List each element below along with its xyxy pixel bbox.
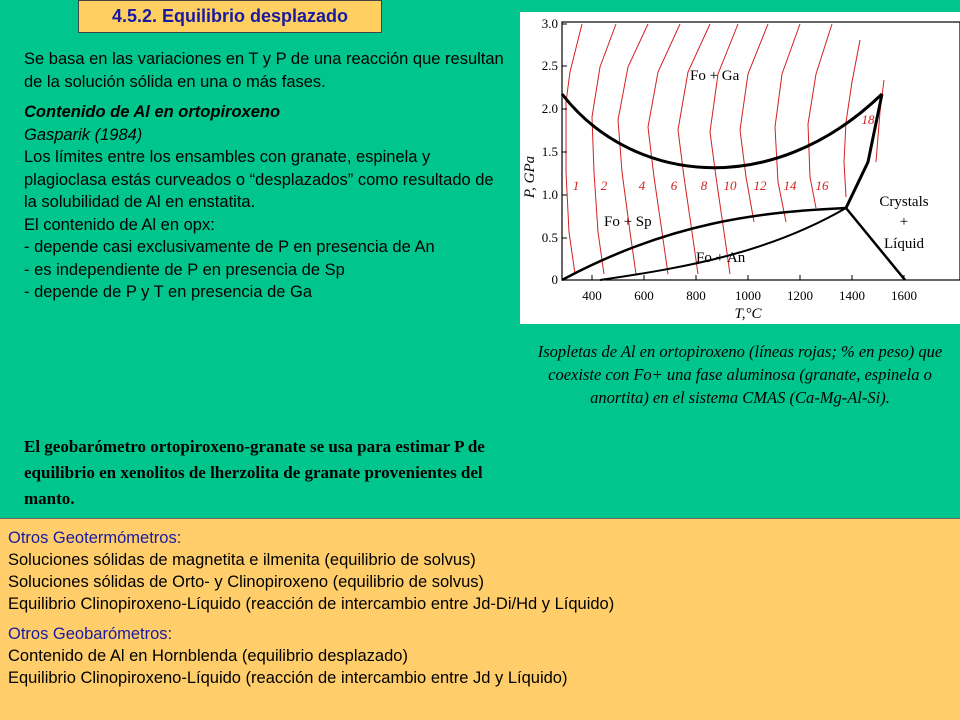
y-tick-label: 2.0: [541, 101, 558, 116]
isopleth-label: 16: [815, 178, 829, 193]
section-author: Gasparik (1984): [24, 125, 143, 144]
y-tick-label: 1.5: [541, 144, 558, 159]
barometer-item: Equilibrio Clinopiroxeno-Líquido (reacción de intercambio entre Jd y Líquido): [8, 669, 568, 687]
section-line: Los límites entre los ensambles con granate, espinela y plagioclasa estás curveados o “desplazados” como resultado de la solubilidad de Al en enstatita.: [24, 148, 494, 211]
axis-ticks: [562, 24, 904, 280]
isopleth-label: 10: [723, 178, 737, 193]
section-line: - depende de P y T en presencia de Ga: [24, 283, 313, 301]
isopleth-label: 4: [638, 178, 646, 193]
field-label-fo-ga: Fo + Ga: [690, 68, 740, 84]
x-tick-label: 1600: [891, 288, 917, 303]
thermometers-heading: Otros Geotermómetros:: [8, 529, 182, 547]
isopleth-label: 18: [861, 112, 875, 127]
y-tick-label: 1.0: [541, 187, 558, 202]
field-label-crystals: Crystals: [879, 194, 929, 210]
isopleth-lines: [566, 24, 884, 274]
x-tick-label: 1200: [787, 288, 813, 303]
x-tick-label: 1400: [839, 288, 865, 303]
x-tick-label: 1000: [735, 288, 761, 303]
barometer-item: Contenido de Al en Hornblenda (equilibrio desplazado): [8, 647, 408, 665]
other-methods-box: [0, 518, 960, 720]
isopleth-label: 6: [670, 178, 678, 193]
y-axis-label: P, GPa: [522, 155, 538, 199]
x-axis-label: T,°C: [734, 306, 762, 322]
isopleth-label: 14: [783, 178, 797, 193]
x-tick-label: 600: [634, 288, 654, 303]
section-line: El contenido de Al en opx:: [24, 215, 215, 234]
field-label-plus: +: [899, 214, 909, 230]
section-line: - es independiente de P en presencia de Sp: [24, 260, 345, 279]
geobarometer-note: El geobarómetro ortopiroxeno-granate se usa para estimar P de equilibrio en xenolitos de lherzolita de granate provenientes del manto.: [24, 437, 485, 508]
field-label-fo-sp: Fo + Sp: [604, 214, 652, 230]
y-tick-label: 3.0: [541, 16, 558, 31]
y-tick-labels: [542, 16, 558, 287]
x-tick-label: 400: [582, 288, 602, 303]
main-text-block: [24, 48, 504, 304]
isopleth-label: 2: [600, 178, 608, 193]
thermometer-item: Soluciones sólidas de Orto- y Clinopiroxeno (equilibrio de solvus): [8, 573, 484, 591]
phase-diagram-svg: [520, 12, 960, 324]
thermometer-item: Soluciones sólidas de magnetita e ilmenita (equilibrio de solvus): [8, 551, 476, 569]
section-line: - depende casi exclusivamente de P en presencia de An: [24, 238, 435, 256]
x-tick-label: 800: [686, 288, 706, 303]
y-tick-label: 2.5: [541, 58, 558, 73]
isopleth-label: 12: [753, 178, 767, 193]
x-tick-labels: [582, 288, 917, 303]
thermometer-item: Equilibrio Clinopiroxeno-Líquido (reacción de intercambio entre Jd-Di/Hd y Líquido): [8, 595, 615, 613]
barometers-heading: Otros Geobarómetros:: [8, 625, 173, 643]
isopleth-label: 8: [700, 178, 708, 193]
y-tick-label: 0.5: [541, 230, 558, 245]
isopleth-label: 1: [572, 178, 580, 193]
intro-paragraph: Se basa en las variaciones en T y P de una reacción que resultan de la solución sólida en una o más fases.: [24, 50, 504, 91]
slide-title: 4.5.2. Equilibrio desplazado: [78, 0, 382, 33]
phase-diagram: [520, 12, 960, 324]
field-label-fo-an: Fo + An: [696, 250, 746, 266]
figure-caption: Isopletas de Al en ortopiroxeno (líneas rojas; % en peso) que coexiste con Fo+ una fase aluminosa (granate, espinela o anortita) en el sistema CMAS (Ca-Mg-Al-Si).: [537, 342, 943, 407]
y-tick-label: 0: [551, 272, 558, 287]
field-label-liquid: Líquid: [884, 236, 924, 252]
section-heading: Contenido de Al en ortopiroxeno: [24, 103, 281, 121]
